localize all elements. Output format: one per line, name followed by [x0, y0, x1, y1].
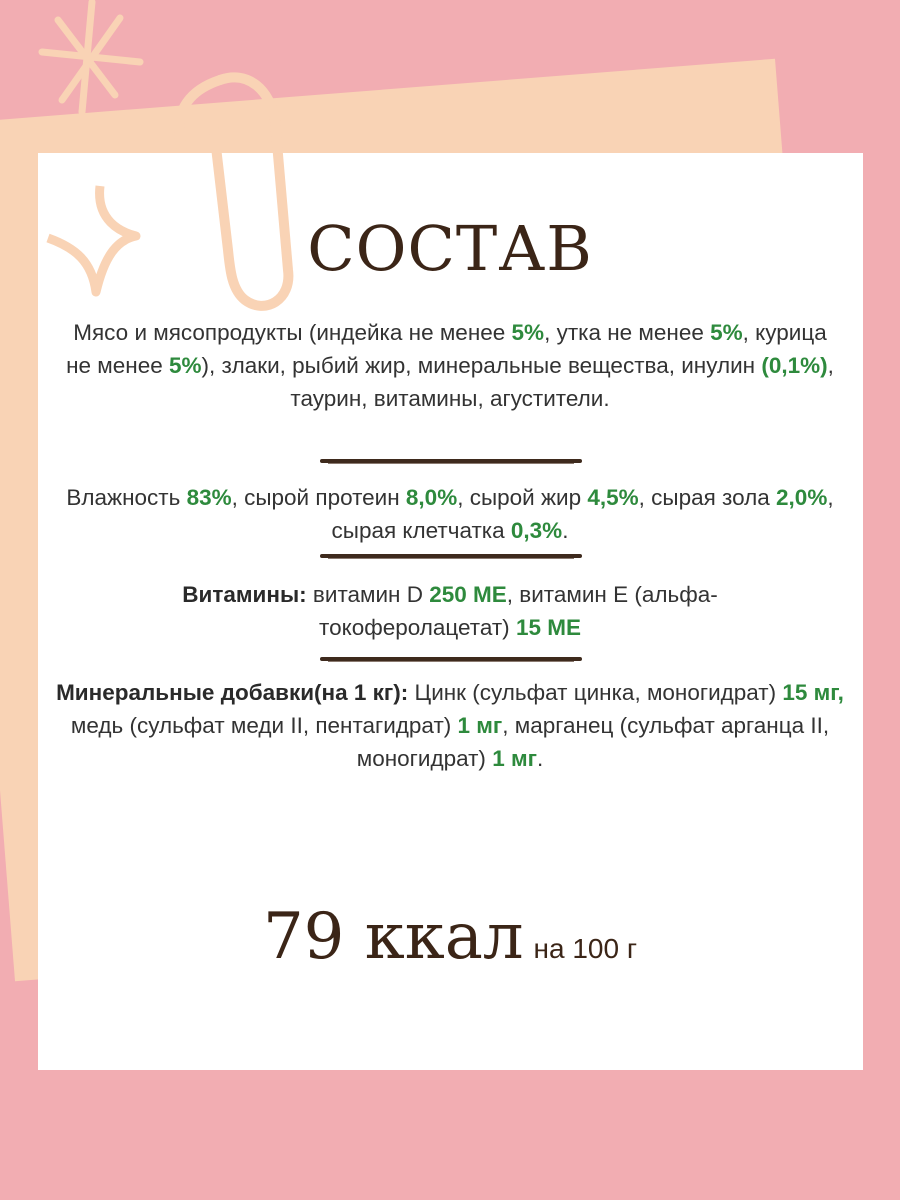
- kcal-unit: на 100 г: [533, 933, 638, 964]
- minerals-text: Минеральные добавки(на 1 кг): Цинк (сульфат цинка, моногидрат) 15 мг, медь (сульфат меди II, пентагидрат) 1 мг, марганец (сульфат арганца II, моногидрат) 1 мг.: [56, 680, 844, 771]
- vitamins-label: Витамины:: [182, 582, 307, 607]
- energy-value: [0, 900, 900, 974]
- divider: [320, 554, 582, 558]
- analysis-text: Влажность 83%, сырой протеин 8,0%, сырой жир 4,5%, сырая зола 2,0%, сырая клетчатка 0,3%.: [66, 485, 834, 543]
- minerals-label: Минеральные добавки(на 1 кг):: [56, 680, 409, 705]
- divider: [320, 459, 582, 463]
- vitamins-text: Витамины: витамин D 250 МЕ, витамин E (альфа-токоферолацетат) 15 МЕ: [182, 582, 718, 640]
- composition-text: Мясо и мясопродукты (индейка не менее 5%, утка не менее 5%, курица не менее 5%), злаки, рыбий жир, минеральные вещества, инулин (0,1%), таурин, витамины, агустители.: [66, 320, 834, 411]
- divider: [320, 657, 582, 661]
- kcal-amount: 79 ккал: [262, 900, 524, 974]
- page-title: СОСТАВ: [307, 212, 593, 285]
